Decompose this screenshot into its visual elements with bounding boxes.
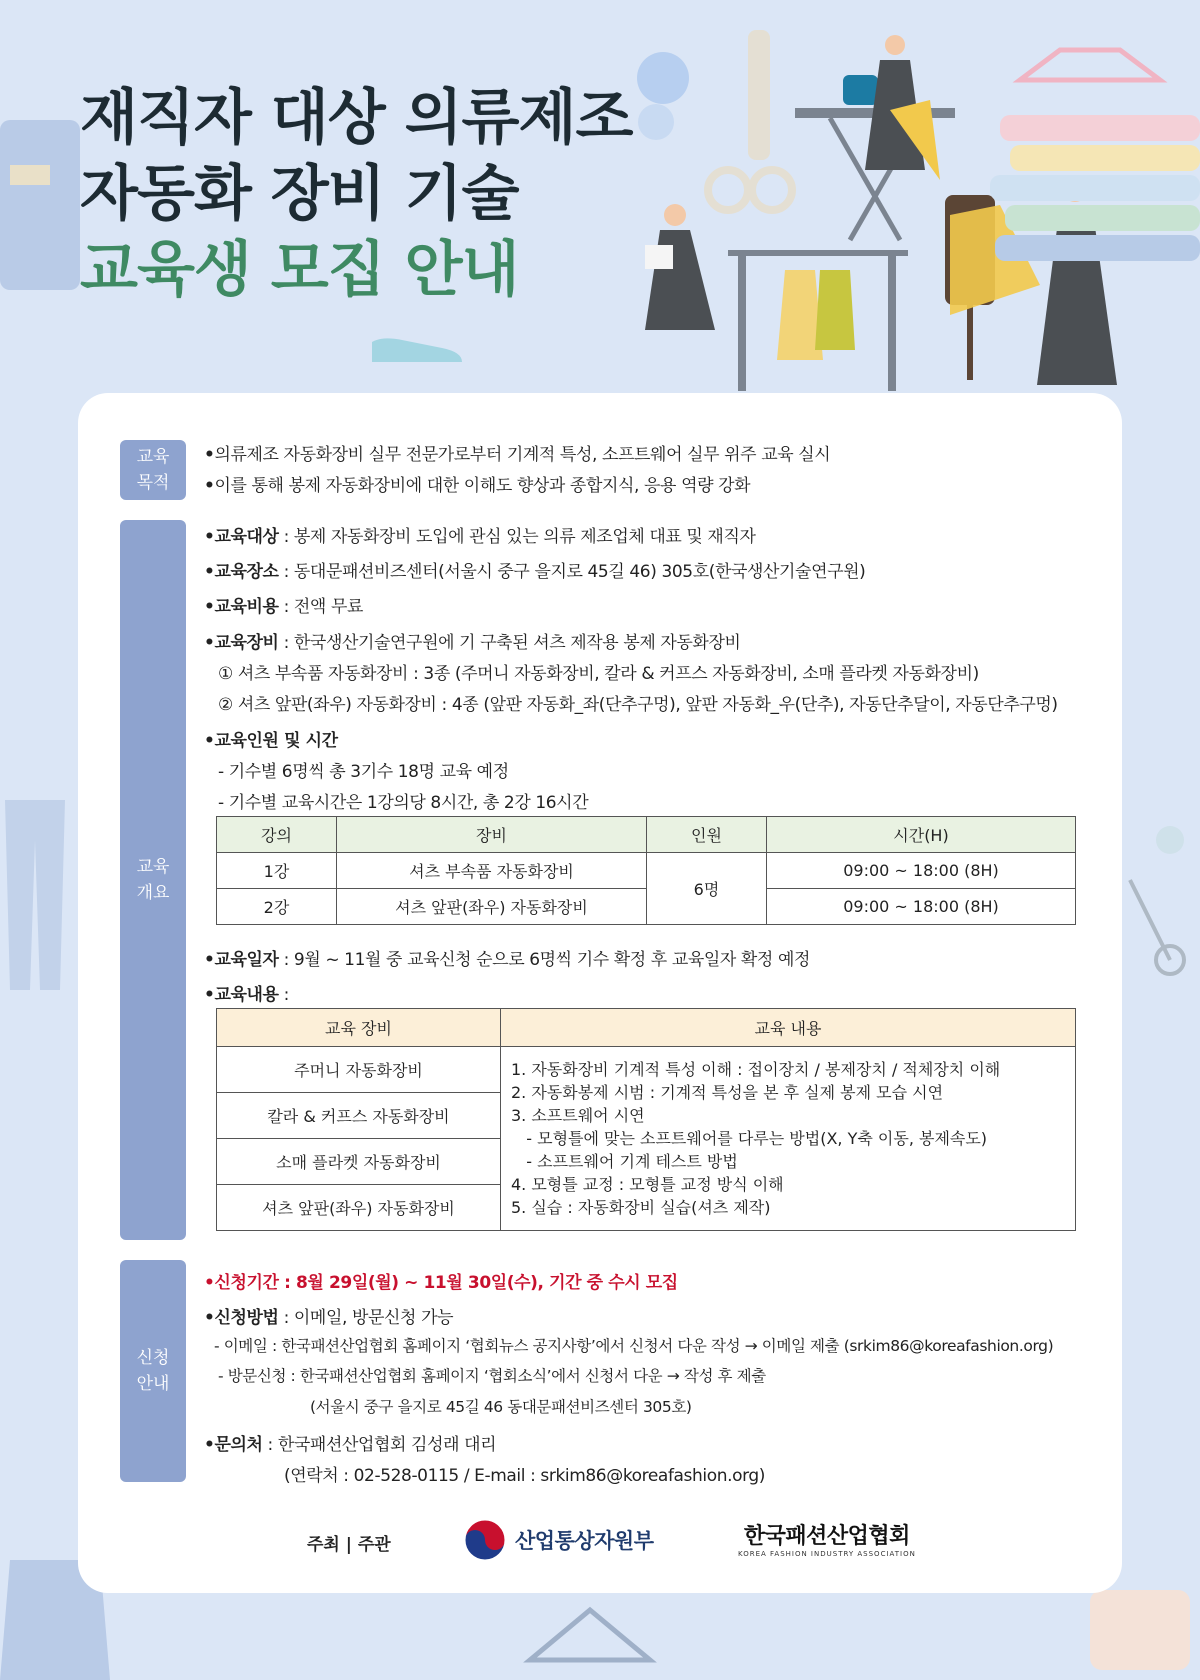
apply-method: •신청방법 : 이메일, 방문신청 가능 (204, 1308, 454, 1328)
safety-pin-icon (1120, 820, 1200, 980)
table-header: 교육 내용 (501, 1009, 1076, 1047)
content-line: 2. 자동화봉제 시범 : 기계적 특성을 본 후 실제 봉제 모습 시연 (511, 1083, 944, 1102)
label-apply: 신청 안내 (120, 1260, 186, 1482)
table-cell: 셔츠 앞판(좌우) 자동화장비 (217, 1185, 501, 1231)
apply-email-line: - 이메일 : 한국패션산업협회 홈페이지 ‘협회뉴스 공지사항’에서 신청서 다운 작성 → 이메일 제출 (srkim86@koreafashion.org) (214, 1337, 1054, 1355)
table-cell: 셔츠 부속품 자동화장비 (337, 853, 647, 889)
taegeuk-icon (463, 1518, 507, 1562)
sewing-machine-icon (1080, 1580, 1200, 1680)
content-description (501, 1047, 1076, 1231)
table-cell: 칼라 & 커프스 자동화장비 (217, 1093, 501, 1139)
apply-contact-detail: (연락처 : 02-528-0115 / E-mail : srkim86@koreafashion.org) (284, 1466, 766, 1486)
shoe-icon (372, 338, 462, 362)
title-line-3: 교육생 모집 안내 (80, 235, 519, 305)
association-name: 한국패션산업협회 (743, 1524, 910, 1549)
table-row (217, 853, 1076, 889)
ministry-name: 산업통상자원부 (515, 1529, 654, 1553)
hanger-bottom-icon (520, 1600, 660, 1680)
host-label: 주최 | 주관 (307, 1535, 391, 1555)
table-header: 교육 장비 (217, 1009, 501, 1047)
table-header: 시간(H) (767, 817, 1076, 853)
table-row (217, 889, 1076, 925)
ministry-logo (463, 1518, 654, 1562)
page-title (80, 80, 632, 308)
jeans-icon (0, 800, 80, 1000)
content-line: - 소프트웨어 기계 테스트 방법 (511, 1152, 738, 1171)
apply-visit-line: - 방문신청 : 한국패션산업협회 홈페이지 ‘협회소식’에서 신청서 다운 → 작성 후 제출 (218, 1367, 766, 1385)
table-cell: 2강 (217, 889, 337, 925)
table-cell: 09:00 ~ 18:00 (8H) (767, 889, 1076, 925)
table-cell: 셔츠 앞판(좌우) 자동화장비 (337, 889, 647, 925)
overview-date: •교육일자 : 9월 ~ 11월 중 교육신청 순으로 6명씩 기수 확정 후 교육일자 확정 예정 (204, 950, 811, 970)
label-overview: 교육 개요 (120, 520, 186, 1240)
overview-equipment-2: ② 셔츠 앞판(좌우) 자동화장비 : 4종 (앞판 자동화_좌(단추구멍), 앞판 자동화_우(단추), 자동단추달이, 자동단추구멍) (218, 695, 1058, 715)
purpose-bullet-2: •이를 통해 봉제 자동화장비에 대한 이해도 향상과 종합지식, 응용 역량 강화 (204, 476, 751, 496)
button-icon (637, 52, 689, 104)
content-line: 1. 자동화장비 기계적 특성 이해 : 접이장치 / 봉제장치 / 적체장치 이해 (511, 1060, 1001, 1079)
towel-stack-icon (990, 115, 1200, 261)
rack-icon (728, 250, 908, 256)
association-logo (738, 1519, 916, 1558)
table-header-row (217, 1009, 1076, 1047)
table-cell: 주머니 자동화장비 (217, 1047, 501, 1093)
table-cell: 09:00 ~ 18:00 (8H) (767, 853, 1076, 889)
table-row (217, 1047, 1076, 1093)
association-name-en: KOREA FASHION INDUSTRY ASSOCIATION (738, 1550, 916, 1558)
apply-contact: •문의처 : 한국패션산업협회 김성래 대리 (204, 1435, 497, 1455)
overview-content: •교육내용 : (204, 985, 289, 1005)
shirt-icon (0, 120, 80, 290)
schedule-table (216, 816, 1076, 925)
content-line: 5. 실습 : 자동화장비 실습(셔츠 제작) (511, 1198, 771, 1217)
title-line-2: 자동화 장비 기술 (80, 159, 519, 229)
scissors-icon (708, 30, 792, 210)
content-table (216, 1008, 1076, 1231)
table-header: 장비 (337, 817, 647, 853)
table-cell: 1강 (217, 853, 337, 889)
overview-people-1: - 기수별 6명씩 총 3기수 18명 교육 예정 (218, 762, 509, 782)
label-purpose: 교육 목적 (120, 440, 186, 500)
apply-period: •신청기간 : 8월 29일(월) ~ 11월 30일(수), 기간 중 수시 모집 (204, 1273, 678, 1293)
overview-people: •교육인원 및 시간 (204, 731, 338, 751)
overview-equipment: •교육장비 : 한국생산기술연구원에 기 구축된 셔츠 제작용 봉제 자동화장비 (204, 633, 741, 653)
overview-equipment-1: ① 셔츠 부속품 자동화장비 : 3종 (주머니 자동화장비, 칼라 & 커프스 자동화장비, 소매 플라켓 자동화장비) (218, 664, 979, 684)
overview-place: •교육장소 : 동대문패션비즈센터(서울시 중구 을지로 45길 46) 305호(한국생산기술연구원) (204, 562, 866, 582)
title-line-1: 재직자 대상 의류제조 (80, 83, 633, 153)
table-header: 강의 (217, 817, 337, 853)
content-line: 3. 소프트웨어 시연 (511, 1106, 645, 1125)
overview-cost: •교육비용 : 전액 무료 (204, 597, 363, 617)
content-line: - 모형틀에 맞는 소프트웨어를 다루는 방법(X, Y축 이동, 봉제속도) (511, 1129, 988, 1148)
purpose-bullet-1: •의류제조 자동화장비 실무 전문가로부터 기계적 특성, 소프트웨어 실무 위주 교육 실시 (204, 445, 831, 465)
content-line: 4. 모형틀 교정 : 모형틀 교정 방식 이해 (511, 1175, 784, 1194)
table-header: 인원 (647, 817, 767, 853)
apply-visit-address: (서울시 중구 을지로 45길 46 동대문패션비즈센터 305호) (310, 1398, 692, 1416)
table-cell: 6명 (647, 853, 767, 925)
hanger-icon (1020, 50, 1160, 80)
table-cell: 소매 플라켓 자동화장비 (217, 1139, 501, 1185)
overview-target: •교육대상 : 봉제 자동화장비 도입에 관심 있는 의류 제조업체 대표 및 재직자 (204, 527, 756, 547)
overview-people-2: - 기수별 교육시간은 1강의당 8시간, 총 2강 16시간 (218, 793, 589, 813)
table-header-row (217, 817, 1076, 853)
